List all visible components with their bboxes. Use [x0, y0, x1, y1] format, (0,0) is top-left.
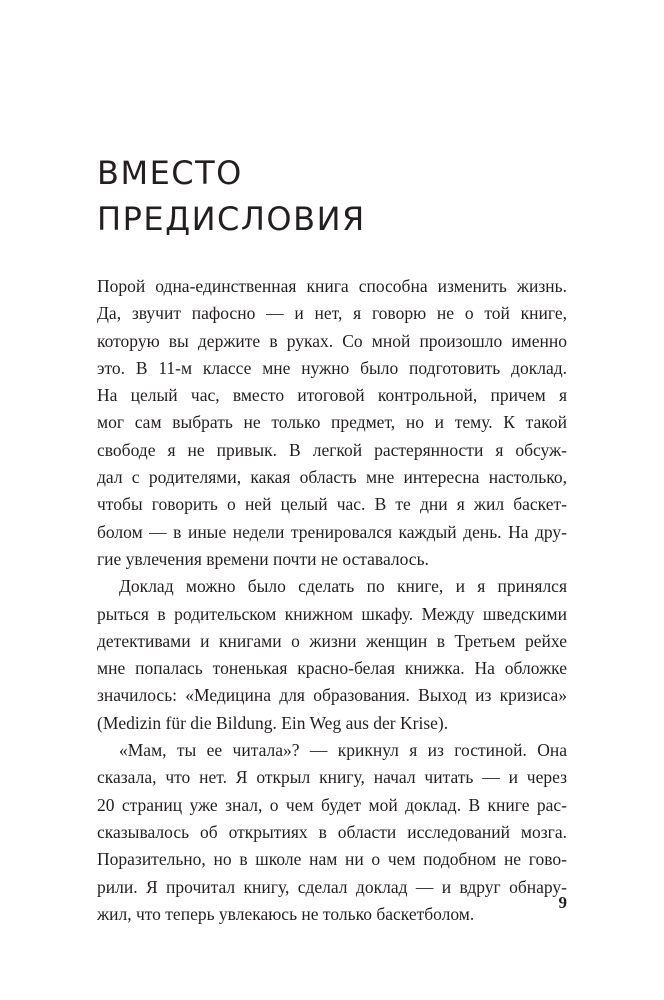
text-line: Порой одна-единственная книга способна изменить жизнь.	[97, 276, 567, 296]
text-line: сказывалось об открытиях в области исследований мозга.	[97, 821, 567, 842]
text-line: значилось: «Медицина для образования. Выход из кризиса»	[97, 685, 567, 706]
page-number: 9	[558, 893, 567, 912]
text-line: это. В 11-м классе мне нужно было подготовить доклад.	[97, 357, 567, 378]
text-line: чтобы говорить о ней целый час. В те дни я жил баскет-	[97, 494, 567, 515]
text-line: 20 страниц уже знал, о чем будет мой доклад. В книге рас-	[97, 794, 567, 815]
text-line: На целый час, вместо итоговой контрольной, причем я	[97, 385, 567, 406]
text-line: рыться в родительском книжном шкафу. Между шведскими	[97, 603, 567, 624]
body-text	[97, 273, 567, 928]
chapter-title	[97, 150, 366, 242]
text-line: Поразительно, но в школе нам ни о чем подобном не гово-	[97, 849, 567, 870]
text-line: мог сам выбрать не только предмет, но и тему. К такой	[97, 412, 567, 433]
text-line: гие увлечения времени почти не оставалось.	[97, 548, 429, 569]
text-line: свободе я не привык. В легкой растерянности я обсуж-	[97, 439, 567, 460]
text-line: дал с родителями, какая область мне интересна настолько,	[97, 467, 567, 488]
chapter-title-line: ВМЕСТО	[97, 154, 243, 192]
paragraph-1	[97, 273, 567, 573]
text-line: которую вы держите в руках. Со мной произошло именно	[97, 330, 567, 351]
text-line: Доклад можно было сделать по книге, и я принялся	[119, 576, 567, 597]
text-line: жил, что теперь увлекаюсь не только баскетболом.	[97, 903, 475, 924]
text-line: детективами и книгами о жизни женщин в Третьем рейхе	[97, 630, 567, 651]
text-line: болом — в иные недели тренировался каждый день. На дру-	[97, 521, 567, 542]
chapter-title-line: ПРЕДИСЛОВИЯ	[97, 200, 366, 238]
text-line: Да, звучит пафосно — и нет, я говорю не о той книге,	[97, 303, 567, 324]
paragraph-2	[97, 573, 567, 737]
text-line: рили. Я прочитал книгу, сделал доклад — и вдруг обнару-	[97, 876, 567, 897]
text-line: «Мам, ты ее читала»? — крикнул я из гостиной. Она	[119, 740, 567, 761]
paragraph-3	[97, 737, 567, 928]
text-line: (Medizin für die Bildung. Ein Weg aus der Krise).	[97, 712, 449, 733]
text-line: сказала, что нет. Я открыл книгу, начал читать — и через	[97, 767, 567, 788]
text-line: мне попалась тоненькая красно-белая книжка. На обложке	[97, 658, 567, 679]
